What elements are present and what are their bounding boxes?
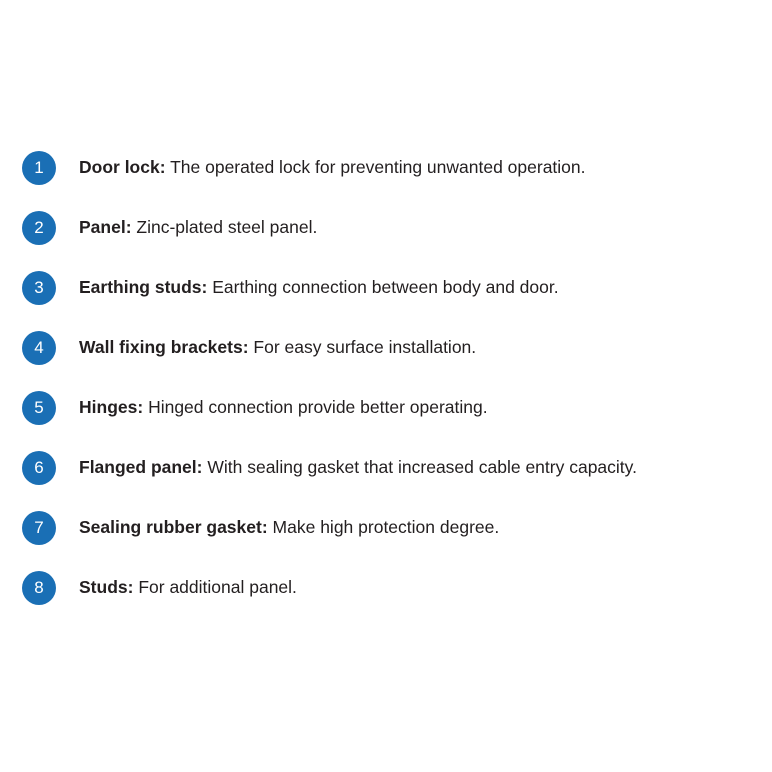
list-item bbox=[22, 155, 762, 215]
legend-term: Studs: bbox=[79, 577, 134, 597]
legend-term: Sealing rubber gasket: bbox=[79, 517, 268, 537]
legend-number-badge: 6 bbox=[22, 451, 56, 485]
legend-number-badge: 2 bbox=[22, 211, 56, 245]
legend-text bbox=[79, 215, 317, 239]
list-item bbox=[22, 395, 762, 455]
legend-number-badge: 4 bbox=[22, 331, 56, 365]
list-item bbox=[22, 335, 762, 395]
legend-term: Panel: bbox=[79, 217, 132, 237]
legend-description: Earthing connection between body and door. bbox=[212, 277, 559, 297]
legend-number-badge: 7 bbox=[22, 511, 56, 545]
legend-text bbox=[79, 515, 499, 539]
legend-description: Zinc-plated steel panel. bbox=[136, 217, 318, 237]
list-item bbox=[22, 455, 762, 515]
legend-description: For additional panel. bbox=[138, 577, 297, 597]
legend-description: Hinged connection provide better operating. bbox=[148, 397, 488, 417]
legend-text bbox=[79, 575, 297, 599]
legend-term: Flanged panel: bbox=[79, 457, 203, 477]
legend-term: Door lock: bbox=[79, 157, 166, 177]
legend-text bbox=[79, 455, 637, 479]
legend-term: Earthing studs: bbox=[79, 277, 208, 297]
legend-text bbox=[79, 395, 488, 419]
list-item bbox=[22, 275, 762, 335]
legend-number-badge: 1 bbox=[22, 151, 56, 185]
legend-text bbox=[79, 155, 586, 179]
legend-term: Wall fixing brackets: bbox=[79, 337, 249, 357]
legend-term: Hinges: bbox=[79, 397, 144, 417]
legend-list bbox=[22, 155, 762, 635]
legend-description: With sealing gasket that increased cable entry capacity. bbox=[207, 457, 637, 477]
legend-description: The operated lock for preventing unwanted operation. bbox=[170, 157, 586, 177]
list-item bbox=[22, 515, 762, 575]
list-item bbox=[22, 575, 762, 635]
legend-text bbox=[79, 275, 559, 299]
legend-description: For easy surface installation. bbox=[253, 337, 477, 357]
legend-number-badge: 8 bbox=[22, 571, 56, 605]
legend-description: Make high protection degree. bbox=[272, 517, 500, 537]
legend-number-badge: 5 bbox=[22, 391, 56, 425]
legend-number-badge: 3 bbox=[22, 271, 56, 305]
list-item bbox=[22, 215, 762, 275]
legend-text bbox=[79, 335, 476, 359]
